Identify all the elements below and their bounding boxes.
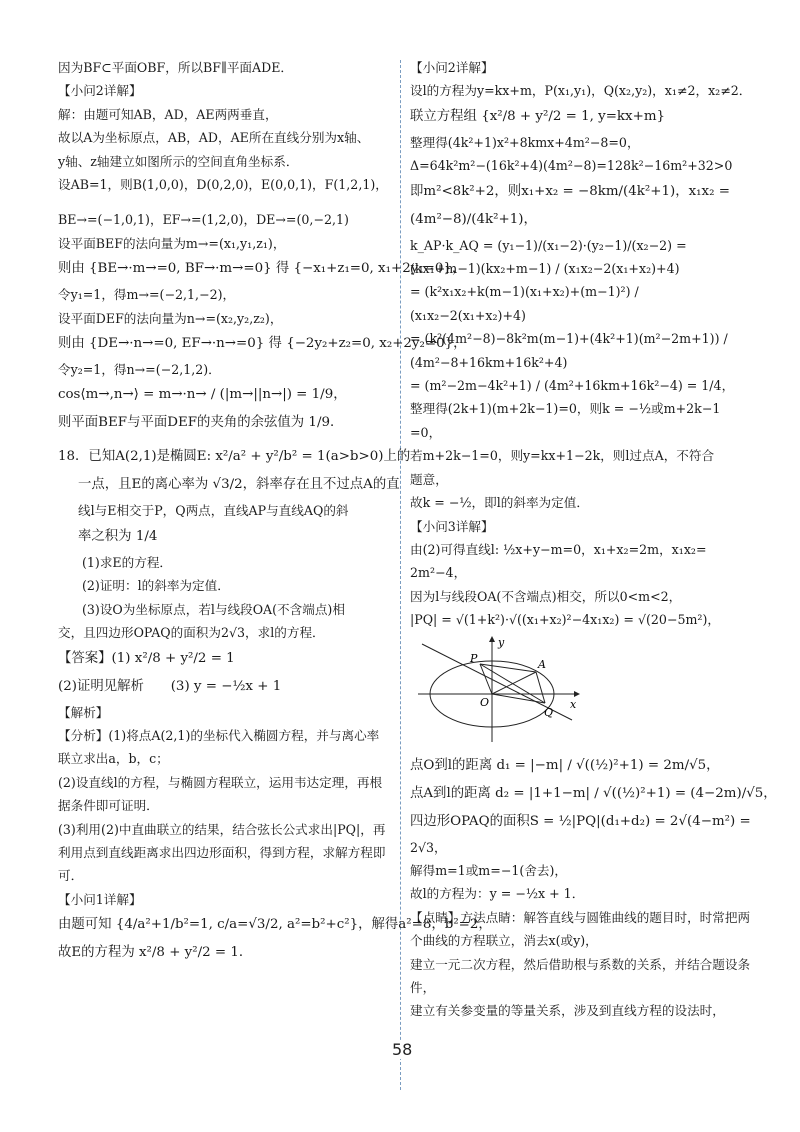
text-line: = (m²−2m−4k²+1) / (4m²+16km+16k²−4) = 1/4， [410,378,735,394]
text-line: 令y₂=1，得n→=(−2,1,2)． [58,362,221,378]
section-heading: 【解析】 [58,704,109,720]
answer-line: (2)证明见解析 (3) y = −½x + 1 [58,678,282,694]
text-line: BE→=(−1,0,1)，EF→=(1,2,0)，DE→=(0,−2,1) [58,212,349,228]
label-a: A [538,657,546,671]
text-line: 2√3， [410,839,447,855]
segment-pa [480,664,536,672]
text-line: 设平面DEF的法向量为n→=(x₂,y₂,z₂)， [58,310,283,326]
text-line: 解得m=1或m=−1(舍去)， [410,862,567,878]
text-line: 设AB=1，则B(1,0,0)，D(0,2,0)，E(0,0,1)，F(1,2,1)， [58,177,388,193]
question-stem: 一点，且E的离心率为 √3/2，斜率存在且不过点A的直 [78,477,400,493]
answer-line: 【答案】(1) x²/8 + y²/2 = 1 [58,650,235,666]
text-line: 点O到l的距离 d₁ = |−m| / √((½)²+1) = 2m/√5， [410,757,720,773]
text-line: 令y₁=1，得m→=(−2,1,−2)， [58,287,236,303]
section-heading: 【小问1详解】 [58,891,142,907]
text-line: k_AP·k_AQ = (y₁−1)/(x₁−2)·(y₂−1)/(x₂−2) = (kx₁+m−1)(kx₂+m−1) / (x₁x₂−2(x₁+x₂)+4) [410,237,687,277]
text-line: 设l的方程为y=kx+m，P(x₁,y₁)，Q(x₂,y₂)，x₁≠2，x₂≠2． [410,83,752,99]
text-line: 即m²<8k²+2，则x₁+x₂ = −8km/(4k²+1)，x₁x₂ = (4m²−8)/(4k²+1)， [410,183,730,227]
question-stem: 线l与E相交于P，Q两点，直线AP与直线AQ的斜 [78,503,349,519]
text-line: 联立方程组 {x²/8 + y²/2 = 1, y=kx+m} [410,108,666,124]
text-line: 2m²−4， [410,565,467,581]
text-line: = (k²(4m²−8)−8k²m(m−1)+(4k²+1)(m²−2m+1)) / (4m²−8+16km+16k²+4) [410,331,728,370]
text-line: 点A到l的距离 d₂ = |1+1−m| / √((½)²+1) = (4−2m)/√5， [410,785,777,801]
tip-text: 建立有关参变量的等量关系，涉及到直线方程的设法时， [410,1003,725,1019]
section-heading: 【小问3详解】 [410,518,494,534]
text-line: 则由 {DE→·n→=0, EF→·n→=0} 得 {−2y₂+z₂=0, x₂+2y₂=0}， [58,336,467,352]
column-divider [400,60,401,1090]
text-line: 解：由题可知AB，AD，AE两两垂直， [58,106,278,122]
text-line: 故k = −½，即l的斜率为定值． [410,495,589,511]
text-line: 因为l与线段OA(不含端点)相交，所以0<m<2， [410,588,682,604]
text-line: 整理得(4k²+1)x²+8kmx+4m²−8=0， [410,134,640,150]
text-line: 则由 {BE→·m→=0, BF→·m→=0} 得 {−x₁+z₁=0, x₁+2y₁=0}， [58,261,466,277]
text-line: 四边形OPAQ的面积S = ½|PQ|(d₁+d₂) = 2√(4−m²) = [410,813,751,829]
tip-text: 【点睛】方法点睛：解答直线与圆锥曲线的题目时，时常把两个曲线的方程联立，消去x(或y)， [410,909,751,949]
section-heading: 【小问2详解】 [58,83,142,99]
analysis-text: 【分析】(1)将点A(2,1)的坐标代入椭圆方程，并与离心率联立求出a，b，c； [58,727,380,767]
text-line: 因为BF⊂平面OBF，所以BF∥平面ADE． [58,60,293,75]
text-line: 则平面BEF与平面DEF的夹角的余弦值为 1/9． [58,415,344,431]
text-line: 设平面BEF的法向量为m→=(x₁,y₁,z₁)， [58,235,286,251]
sub-question: (1)求E的方程． [82,554,173,570]
analysis-text: (3)利用(2)中直曲联立的结果，结合弦长公式求出|PQ|，再利用点到直线距离求出四边形面积，得到方程，求解方程即可． [58,821,386,884]
label-x: x [570,697,577,711]
text-line: 由题可知 {4/a²+1/b²=1, c/a=√3/2, a²=b²+c²}，解得a²=8，b²=2， [58,917,492,933]
text-line: 故E的方程为 x²/8 + y²/2 = 1． [58,945,253,961]
sub-question: (3)设O为坐标原点，若l与线段OA(不含端点)相 [82,601,345,617]
text-line: =0， [410,424,442,440]
label-o: O [480,695,490,709]
text-line: |PQ| = √(1+k²)·√((x₁+x₂)²−4x₁x₂) = √(20−5m²)， [410,612,720,628]
question-stem: 率之积为 1/4 [78,528,158,544]
x-axis-arrow [574,691,580,697]
analysis-text: (2)设直线l的方程，与椭圆方程联立，运用韦达定理，再根据条件即可证明． [58,774,383,814]
label-y: y [498,635,505,649]
text-line: 由(2)可得直线l: ½x+y−m=0，x₁+x₂=2m，x₁x₂= [410,541,707,557]
text-line: 整理得(2k+1)(m+2k−1)=0，则k = −½或m+2k−1 [410,401,721,417]
text-line: Δ=64k²m²−(16k²+4)(4m²−8)=128k²−16m²+32>0 [410,158,733,174]
text-line: 故以A为坐标原点，AB，AD，AE所在直线分别为x轴、 [58,130,370,146]
text-line: cos⟨m→,n→⟩ = m→·n→ / (|m→||n→|) = 1/9， [58,387,347,403]
page-number: 58 [392,1040,413,1059]
right-column [410,56,777,1023]
sub-question: 交，且四边形OPAQ的面积为2√3，求l的方程． [58,625,325,641]
ellipse-figure [414,634,584,746]
text-line: y轴、z轴建立如图所示的空间直角坐标系． [58,153,299,169]
sub-question: (2)证明：l的斜率为定值． [82,578,230,594]
text-line: 故l的方程为：y = −½x + 1． [410,886,585,902]
y-axis-arrow [489,636,495,642]
label-q: Q [544,705,554,719]
text-line: 若m+2k−1=0，则y=kx+1−2k，则l过点A，不符合 [410,448,715,464]
text-line: = (k²x₁x₂+k(m−1)(x₁+x₂)+(m−1)²) / (x₁x₂−2(x₁+x₂)+4) [410,284,639,323]
question-stem: 18．已知A(2,1)是椭圆E: x²/a² + y²/b² = 1(a>b>0)上的 [58,449,411,465]
label-p: P [470,651,478,665]
tip-text: 建立一元二次方程，然后借助根与系数的关系，并结合题设条件， [410,956,751,995]
section-heading: 【小问2详解】 [410,60,494,75]
text-line: 题意， [410,471,448,487]
